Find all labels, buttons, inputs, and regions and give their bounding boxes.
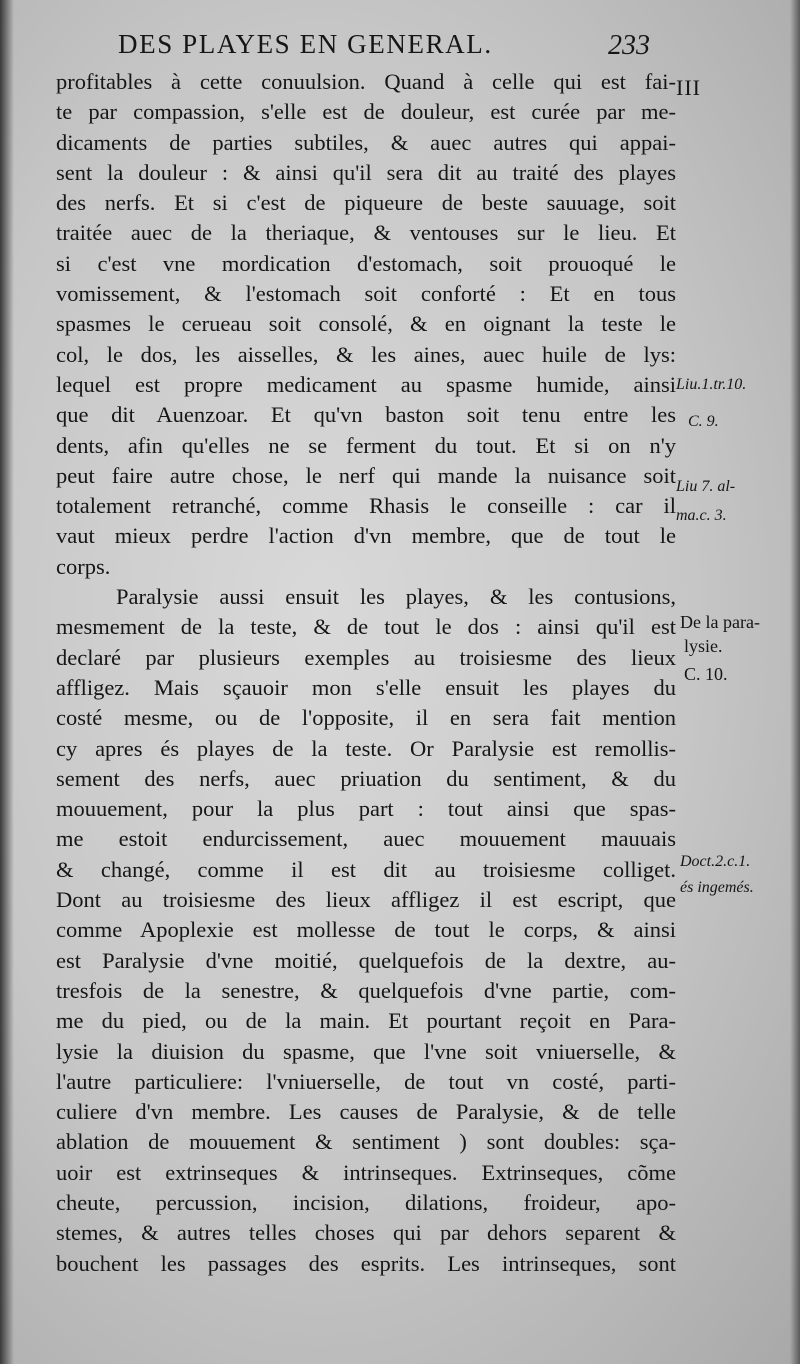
text-line: corps. [56, 553, 111, 579]
text-line: & changé, comme il est dit au troisiesme colliget. [56, 856, 676, 882]
text-line: comme Apoplexie est mollesse de tout le corps, & ainsi [56, 917, 676, 943]
margin-note-chapter: C. 10. [684, 664, 728, 684]
text-line: mesmement de la teste, & de tout le dos : ainsi qu'il est [56, 614, 676, 640]
text-line: l'autre particuliere: l'vniuerselle, de tout vn costé, parti- [56, 1068, 676, 1094]
text-line: ablation de mouuement & sentiment ) sont doubles: sça- [56, 1129, 676, 1155]
running-head: DES PLAYES EN GENERAL. [118, 29, 493, 59]
text-line: stemes, & autres telles choses qui par dehors separent & [56, 1220, 676, 1246]
body-text [56, 67, 676, 1279]
text-line: cy apres és playes de la teste. Or Paralysie est remollis- [56, 735, 676, 761]
page-number: 233 [608, 30, 650, 61]
text-line: des nerfs. Et si c'est de piqueure de beste sauuage, soit [56, 190, 676, 216]
margin-note-numeral: III [676, 75, 701, 100]
margin-note-citation: Liu.1.tr.10. [676, 376, 747, 393]
text-line: cheute, percussion, incision, dilations, froideur, apo- [56, 1189, 676, 1215]
text-line: col, le dos, les aisselles, & les aines, auec huile de lys: [56, 341, 676, 367]
text-line: lequel est propre medicament au spasme humide, ainsi [56, 371, 676, 397]
text-line: peut faire autre chose, le nerf qui mande la nuisance soit [56, 462, 676, 488]
text-line: est Paralysie d'vne moitié, quelquefois de la dextre, au- [56, 947, 676, 973]
text-line: profitables à cette conuulsion. Quand à celle qui est fai- [56, 69, 676, 94]
margin-note-citation: ma.c. 3. [676, 507, 727, 524]
text-line: vaut mieux perdre l'action d'vn membre, que de tout le [56, 523, 676, 549]
margin-note-citation: Liu 7. al- [676, 478, 736, 495]
margin-note-citation: Doct.2.c.1. [680, 853, 751, 870]
text-line: vomissement, & l'estomach soit conforté : Et en tous [56, 281, 676, 307]
text-line: si c'est vne mordication d'estomach, soit prouoqué le [56, 250, 676, 276]
text-line: te par compassion, s'elle est de douleur, est curée par me- [56, 99, 676, 125]
text-line: dicaments de parties subtiles, & auec autres qui appai- [56, 129, 676, 155]
text-line: spasmes le cerueau soit consolé, & en oignant la teste le [56, 311, 676, 337]
text-line: affligez. Mais sçauoir mon s'elle ensuit les playes du [56, 674, 676, 700]
text-line: dents, afin qu'elles ne se ferment du tout. Et si on n'y [56, 432, 676, 458]
paragraph-start-line: Paralysie aussi ensuit les playes, & les contusions, [116, 584, 676, 610]
text-line: sement des nerfs, auec priuation du sentiment, & du [56, 765, 676, 791]
text-line: Dont au troisiesme des lieux affligez il est escript, que [56, 887, 676, 913]
margin-note-heading: lysie. [684, 636, 723, 656]
text-line: me du pied, ou de la main. Et pourtant reçoit en Para- [56, 1008, 676, 1034]
text-line: bouchent les passages des esprits. Les intrinseques, sont [56, 1250, 676, 1276]
text-line: sent la douleur : & ainsi qu'il sera dit au traité des playes [56, 159, 676, 185]
text-line: traitée auec de la theriaque, & ventouses sur le lieu. Et [56, 220, 676, 246]
text-line: culiere d'vn membre. Les causes de Paralysie, & de telle [56, 1099, 676, 1125]
margin-note-citation: és ingemés. [680, 879, 754, 896]
text-line: totalement retranché, comme Rhasis le conseille : car il [56, 493, 676, 519]
text-line: que dit Auenzoar. Et qu'vn baston soit tenu entre les [56, 402, 676, 428]
margin-note-heading: De la para- [680, 612, 760, 632]
text-line: mouuement, pour la plus part : tout ainsi que spas- [56, 796, 676, 822]
margin-note-citation: C. 9. [688, 413, 719, 430]
text-line: uoir est extrinseques & intrinseques. Extrinseques, cõme [56, 1159, 676, 1185]
text-line: lysie la diuision du spasme, que l'vne soit vniuerselle, & [56, 1038, 676, 1064]
text-line: declaré par plusieurs exemples au troisiesme des lieux [56, 644, 676, 670]
text-line: costé mesme, ou de l'opposite, il en sera fait mention [56, 705, 676, 731]
page-header [0, 22, 800, 66]
text-line: me estoit endurcissement, auec mouuement mauuais [56, 826, 676, 852]
text-line: tresfois de la senestre, & quelquefois d'vne partie, com- [56, 977, 676, 1003]
